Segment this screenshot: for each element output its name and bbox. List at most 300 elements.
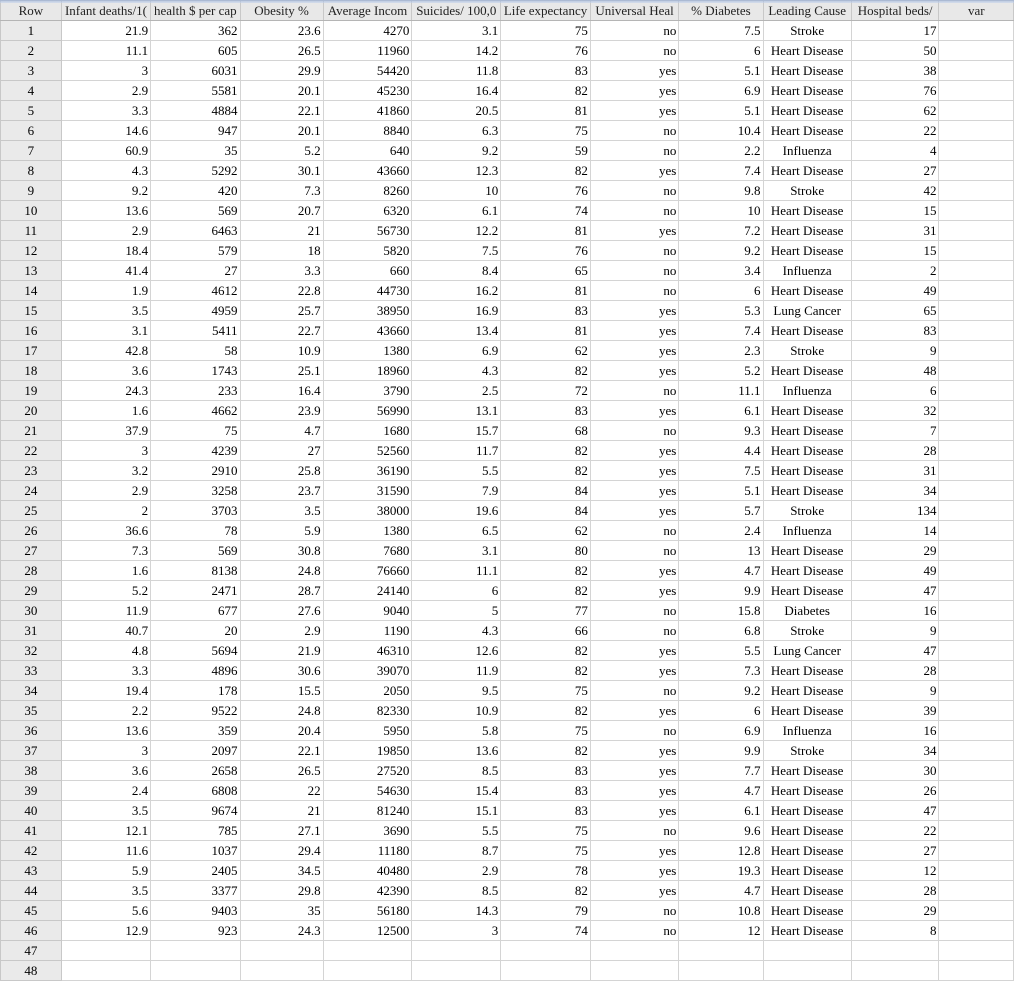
row-number[interactable]: 17 <box>1 341 62 361</box>
grid-cell[interactable] <box>939 761 1014 781</box>
grid-cell[interactable]: 7.4 <box>679 321 763 341</box>
grid-cell[interactable]: 58 <box>151 341 240 361</box>
grid-cell[interactable]: 27 <box>851 161 939 181</box>
grid-cell[interactable]: 4.7 <box>679 561 763 581</box>
grid-cell[interactable]: 56730 <box>323 221 412 241</box>
grid-cell[interactable] <box>412 941 501 961</box>
grid-cell[interactable]: 6.9 <box>679 721 763 741</box>
grid-cell[interactable]: 20.5 <box>412 101 501 121</box>
grid-cell[interactable] <box>240 941 323 961</box>
grid-cell[interactable]: no <box>590 41 678 61</box>
grid-cell[interactable]: 3 <box>61 741 150 761</box>
grid-cell[interactable]: 569 <box>151 201 240 221</box>
row-number[interactable]: 2 <box>1 41 62 61</box>
grid-cell[interactable]: 2097 <box>151 741 240 761</box>
grid-cell[interactable]: Lung Cancer <box>763 301 851 321</box>
grid-cell[interactable]: 19.4 <box>61 681 150 701</box>
grid-cell[interactable]: 80 <box>501 541 591 561</box>
grid-cell[interactable]: 9040 <box>323 601 412 621</box>
grid-cell[interactable]: Heart Disease <box>763 321 851 341</box>
grid-cell[interactable]: 30.1 <box>240 161 323 181</box>
grid-cell[interactable]: 9.2 <box>679 681 763 701</box>
grid-cell[interactable] <box>939 361 1014 381</box>
grid-cell[interactable]: 9.2 <box>679 241 763 261</box>
grid-cell[interactable] <box>323 941 412 961</box>
grid-cell[interactable]: 5950 <box>323 721 412 741</box>
grid-cell[interactable]: 21 <box>240 801 323 821</box>
grid-cell[interactable]: 4.8 <box>61 641 150 661</box>
grid-cell[interactable] <box>939 141 1014 161</box>
grid-cell[interactable]: 28 <box>851 881 939 901</box>
grid-cell[interactable]: Heart Disease <box>763 661 851 681</box>
grid-cell[interactable] <box>939 341 1014 361</box>
grid-cell[interactable]: 7680 <box>323 541 412 561</box>
grid-cell[interactable]: 83 <box>851 321 939 341</box>
grid-cell[interactable]: 82 <box>501 81 591 101</box>
grid-cell[interactable]: 9403 <box>151 901 240 921</box>
grid-cell[interactable]: 25.8 <box>240 461 323 481</box>
grid-cell[interactable]: 28 <box>851 661 939 681</box>
grid-cell[interactable]: 5292 <box>151 161 240 181</box>
grid-cell[interactable]: yes <box>590 641 678 661</box>
row-number[interactable]: 35 <box>1 701 62 721</box>
grid-cell[interactable]: 28.7 <box>240 581 323 601</box>
grid-cell[interactable]: 233 <box>151 381 240 401</box>
row-number[interactable]: 26 <box>1 521 62 541</box>
grid-cell[interactable]: 1190 <box>323 621 412 641</box>
row-number[interactable]: 1 <box>1 21 62 41</box>
grid-cell[interactable]: 42 <box>851 181 939 201</box>
grid-cell[interactable]: 3.2 <box>61 461 150 481</box>
grid-cell[interactable]: Heart Disease <box>763 901 851 921</box>
grid-cell[interactable]: 79 <box>501 901 591 921</box>
column-header[interactable]: Average Incom <box>323 1 412 21</box>
grid-cell[interactable]: 21.9 <box>240 641 323 661</box>
grid-cell[interactable]: 420 <box>151 181 240 201</box>
grid-cell[interactable]: 83 <box>501 781 591 801</box>
grid-cell[interactable]: 3690 <box>323 821 412 841</box>
grid-cell[interactable]: 9.6 <box>679 821 763 841</box>
grid-cell[interactable]: Heart Disease <box>763 581 851 601</box>
grid-cell[interactable] <box>939 621 1014 641</box>
grid-cell[interactable]: 30.8 <box>240 541 323 561</box>
column-header[interactable]: health $ per cap <box>151 1 240 21</box>
grid-cell[interactable]: Heart Disease <box>763 921 851 941</box>
grid-cell[interactable]: 1.6 <box>61 561 150 581</box>
grid-cell[interactable]: 20.1 <box>240 81 323 101</box>
grid-cell[interactable] <box>939 961 1014 981</box>
grid-cell[interactable]: yes <box>590 781 678 801</box>
grid-cell[interactable]: 605 <box>151 41 240 61</box>
grid-cell[interactable]: 34 <box>851 481 939 501</box>
grid-cell[interactable]: 22.8 <box>240 281 323 301</box>
grid-cell[interactable] <box>939 161 1014 181</box>
grid-cell[interactable] <box>939 561 1014 581</box>
grid-cell[interactable]: 4662 <box>151 401 240 421</box>
grid-cell[interactable]: 27520 <box>323 761 412 781</box>
grid-cell[interactable]: 22 <box>240 781 323 801</box>
grid-cell[interactable]: yes <box>590 881 678 901</box>
grid-cell[interactable]: 14.2 <box>412 41 501 61</box>
grid-cell[interactable]: 2471 <box>151 581 240 601</box>
grid-cell[interactable]: 45230 <box>323 81 412 101</box>
column-header[interactable]: Infant deaths/1( <box>61 1 150 21</box>
row-number[interactable]: 14 <box>1 281 62 301</box>
grid-cell[interactable]: 2.9 <box>61 481 150 501</box>
grid-cell[interactable]: 7.9 <box>412 481 501 501</box>
row-number[interactable]: 43 <box>1 861 62 881</box>
grid-cell[interactable]: 83 <box>501 61 591 81</box>
grid-cell[interactable] <box>61 961 150 981</box>
grid-cell[interactable]: 62 <box>851 101 939 121</box>
grid-cell[interactable]: 4 <box>851 141 939 161</box>
row-number[interactable]: 21 <box>1 421 62 441</box>
grid-cell[interactable]: 4270 <box>323 21 412 41</box>
row-number[interactable]: 6 <box>1 121 62 141</box>
grid-cell[interactable]: 8138 <box>151 561 240 581</box>
row-number[interactable]: 28 <box>1 561 62 581</box>
grid-cell[interactable]: 82 <box>501 361 591 381</box>
grid-cell[interactable]: 640 <box>323 141 412 161</box>
grid-cell[interactable]: Heart Disease <box>763 781 851 801</box>
grid-cell[interactable]: Heart Disease <box>763 101 851 121</box>
grid-cell[interactable]: 3.3 <box>61 661 150 681</box>
grid-cell[interactable]: 923 <box>151 921 240 941</box>
grid-cell[interactable]: 5.6 <box>61 901 150 921</box>
grid-cell[interactable]: 2050 <box>323 681 412 701</box>
grid-cell[interactable]: 31590 <box>323 481 412 501</box>
row-number[interactable]: 39 <box>1 781 62 801</box>
grid-cell[interactable]: Heart Disease <box>763 121 851 141</box>
grid-cell[interactable]: Heart Disease <box>763 801 851 821</box>
grid-cell[interactable]: 82 <box>501 661 591 681</box>
grid-cell[interactable]: 76 <box>501 41 591 61</box>
grid-cell[interactable] <box>939 821 1014 841</box>
grid-cell[interactable]: 32 <box>851 401 939 421</box>
grid-cell[interactable]: 11.8 <box>412 61 501 81</box>
grid-cell[interactable]: 47 <box>851 641 939 661</box>
grid-cell[interactable]: 54420 <box>323 61 412 81</box>
grid-cell[interactable]: 2.9 <box>412 861 501 881</box>
grid-cell[interactable]: yes <box>590 321 678 341</box>
column-header[interactable]: Hospital beds/ <box>851 1 939 21</box>
grid-cell[interactable]: Heart Disease <box>763 461 851 481</box>
grid-cell[interactable] <box>939 921 1014 941</box>
grid-cell[interactable]: Influenza <box>763 721 851 741</box>
grid-cell[interactable]: 18960 <box>323 361 412 381</box>
grid-cell[interactable]: 7.7 <box>679 761 763 781</box>
row-number[interactable]: 18 <box>1 361 62 381</box>
grid-cell[interactable]: 8840 <box>323 121 412 141</box>
grid-cell[interactable]: yes <box>590 221 678 241</box>
grid-cell[interactable]: 43660 <box>323 321 412 341</box>
grid-cell[interactable] <box>939 881 1014 901</box>
grid-cell[interactable]: 3.6 <box>61 361 150 381</box>
grid-cell[interactable]: 2.4 <box>679 521 763 541</box>
grid-cell[interactable] <box>939 281 1014 301</box>
grid-cell[interactable]: 81 <box>501 101 591 121</box>
grid-cell[interactable]: 42.8 <box>61 341 150 361</box>
grid-cell[interactable] <box>939 841 1014 861</box>
grid-cell[interactable]: 22.1 <box>240 101 323 121</box>
grid-cell[interactable]: yes <box>590 461 678 481</box>
grid-cell[interactable]: 660 <box>323 261 412 281</box>
grid-cell[interactable]: 9 <box>851 681 939 701</box>
grid-cell[interactable] <box>939 941 1014 961</box>
grid-cell[interactable]: 44730 <box>323 281 412 301</box>
grid-cell[interactable]: 2.4 <box>61 781 150 801</box>
row-number[interactable]: 16 <box>1 321 62 341</box>
column-header[interactable]: Leading Cause <box>763 1 851 21</box>
grid-cell[interactable]: 31 <box>851 221 939 241</box>
grid-cell[interactable]: yes <box>590 61 678 81</box>
grid-cell[interactable]: Influenza <box>763 381 851 401</box>
grid-cell[interactable] <box>679 961 763 981</box>
grid-cell[interactable]: 3703 <box>151 501 240 521</box>
grid-cell[interactable]: 4959 <box>151 301 240 321</box>
grid-cell[interactable]: Stroke <box>763 741 851 761</box>
grid-cell[interactable]: 5.3 <box>679 301 763 321</box>
grid-cell[interactable]: 37.9 <box>61 421 150 441</box>
grid-cell[interactable]: 29.9 <box>240 61 323 81</box>
grid-cell[interactable]: 17 <box>851 21 939 41</box>
grid-cell[interactable]: 5.1 <box>679 101 763 121</box>
grid-cell[interactable] <box>939 301 1014 321</box>
grid-cell[interactable]: 49 <box>851 561 939 581</box>
grid-cell[interactable]: Heart Disease <box>763 561 851 581</box>
grid-cell[interactable]: 6.5 <box>412 521 501 541</box>
grid-cell[interactable]: 134 <box>851 501 939 521</box>
column-header[interactable]: Obesity % <box>240 1 323 21</box>
grid-cell[interactable]: 15 <box>851 241 939 261</box>
grid-cell[interactable]: 14.6 <box>61 121 150 141</box>
grid-cell[interactable]: 39 <box>851 701 939 721</box>
grid-cell[interactable] <box>939 321 1014 341</box>
grid-cell[interactable]: 3 <box>61 61 150 81</box>
grid-cell[interactable]: 4896 <box>151 661 240 681</box>
grid-cell[interactable]: Influenza <box>763 261 851 281</box>
grid-cell[interactable]: 38950 <box>323 301 412 321</box>
row-number[interactable]: 24 <box>1 481 62 501</box>
grid-cell[interactable]: 83 <box>501 761 591 781</box>
grid-cell[interactable] <box>323 961 412 981</box>
grid-cell[interactable]: 5.5 <box>412 461 501 481</box>
grid-cell[interactable]: 34 <box>851 741 939 761</box>
grid-cell[interactable]: 5820 <box>323 241 412 261</box>
grid-cell[interactable]: 24140 <box>323 581 412 601</box>
grid-cell[interactable]: 1.9 <box>61 281 150 301</box>
grid-cell[interactable]: 4884 <box>151 101 240 121</box>
grid-cell[interactable] <box>939 201 1014 221</box>
grid-cell[interactable]: 3.5 <box>61 801 150 821</box>
grid-cell[interactable]: 20.4 <box>240 721 323 741</box>
grid-cell[interactable]: 947 <box>151 121 240 141</box>
grid-cell[interactable]: yes <box>590 701 678 721</box>
row-number[interactable]: 41 <box>1 821 62 841</box>
grid-cell[interactable] <box>851 941 939 961</box>
grid-cell[interactable]: 24.3 <box>61 381 150 401</box>
grid-cell[interactable]: 1680 <box>323 421 412 441</box>
grid-cell[interactable]: Heart Disease <box>763 481 851 501</box>
grid-cell[interactable]: Heart Disease <box>763 881 851 901</box>
grid-cell[interactable]: 30.6 <box>240 661 323 681</box>
grid-cell[interactable] <box>151 961 240 981</box>
grid-cell[interactable]: 22 <box>851 821 939 841</box>
grid-cell[interactable]: no <box>590 901 678 921</box>
grid-cell[interactable]: no <box>590 181 678 201</box>
grid-cell[interactable]: 5.9 <box>240 521 323 541</box>
column-header[interactable]: Universal Heal <box>590 1 678 21</box>
grid-cell[interactable]: 8.5 <box>412 761 501 781</box>
grid-cell[interactable] <box>851 961 939 981</box>
grid-cell[interactable]: 65 <box>851 301 939 321</box>
grid-cell[interactable]: 75 <box>501 841 591 861</box>
grid-cell[interactable]: 11.9 <box>412 661 501 681</box>
row-number[interactable]: 40 <box>1 801 62 821</box>
grid-cell[interactable] <box>939 661 1014 681</box>
grid-cell[interactable]: 2.9 <box>61 81 150 101</box>
grid-cell[interactable]: 65 <box>501 261 591 281</box>
grid-cell[interactable]: 59 <box>501 141 591 161</box>
grid-cell[interactable]: 1037 <box>151 841 240 861</box>
grid-cell[interactable]: 12.1 <box>61 821 150 841</box>
grid-cell[interactable]: 40.7 <box>61 621 150 641</box>
column-header[interactable]: Suicides/ 100,0 <box>412 1 501 21</box>
grid-cell[interactable]: 82 <box>501 581 591 601</box>
grid-cell[interactable]: 41.4 <box>61 261 150 281</box>
grid-cell[interactable]: 75 <box>501 681 591 701</box>
row-number[interactable]: 29 <box>1 581 62 601</box>
grid-cell[interactable]: 28 <box>851 441 939 461</box>
grid-cell[interactable] <box>501 941 591 961</box>
grid-cell[interactable]: no <box>590 241 678 261</box>
grid-cell[interactable]: 2.2 <box>61 701 150 721</box>
grid-cell[interactable]: 25.1 <box>240 361 323 381</box>
grid-cell[interactable]: 6.9 <box>412 341 501 361</box>
row-number[interactable]: 38 <box>1 761 62 781</box>
grid-cell[interactable]: 6.1 <box>679 801 763 821</box>
grid-cell[interactable]: 5.2 <box>679 361 763 381</box>
grid-cell[interactable]: 36.6 <box>61 521 150 541</box>
grid-cell[interactable]: 1743 <box>151 361 240 381</box>
grid-cell[interactable]: 74 <box>501 201 591 221</box>
grid-cell[interactable]: 26.5 <box>240 761 323 781</box>
grid-cell[interactable] <box>151 941 240 961</box>
grid-cell[interactable]: 5.8 <box>412 721 501 741</box>
grid-cell[interactable]: 29 <box>851 901 939 921</box>
grid-cell[interactable]: 3.1 <box>412 21 501 41</box>
grid-cell[interactable]: 19.6 <box>412 501 501 521</box>
grid-cell[interactable]: Influenza <box>763 141 851 161</box>
grid-cell[interactable]: 2910 <box>151 461 240 481</box>
row-header-corner[interactable]: Row <box>1 1 62 21</box>
grid-cell[interactable]: 12 <box>679 921 763 941</box>
grid-cell[interactable]: 42390 <box>323 881 412 901</box>
grid-cell[interactable] <box>939 741 1014 761</box>
grid-cell[interactable] <box>939 541 1014 561</box>
grid-cell[interactable]: 7.3 <box>679 661 763 681</box>
grid-cell[interactable]: yes <box>590 561 678 581</box>
grid-cell[interactable] <box>939 861 1014 881</box>
grid-cell[interactable] <box>590 961 678 981</box>
row-number[interactable]: 48 <box>1 961 62 981</box>
grid-cell[interactable] <box>939 441 1014 461</box>
grid-cell[interactable]: 21 <box>240 221 323 241</box>
grid-cell[interactable]: 12.9 <box>61 921 150 941</box>
grid-cell[interactable]: 7.3 <box>61 541 150 561</box>
grid-cell[interactable]: 24.8 <box>240 701 323 721</box>
grid-cell[interactable]: no <box>590 821 678 841</box>
grid-cell[interactable]: 6 <box>679 41 763 61</box>
grid-cell[interactable]: 62 <box>501 341 591 361</box>
grid-cell[interactable]: 41860 <box>323 101 412 121</box>
grid-cell[interactable]: 82 <box>501 701 591 721</box>
grid-cell[interactable]: Heart Disease <box>763 701 851 721</box>
grid-cell[interactable]: 2658 <box>151 761 240 781</box>
grid-cell[interactable]: 81240 <box>323 801 412 821</box>
grid-cell[interactable]: 23.9 <box>240 401 323 421</box>
grid-cell[interactable] <box>939 401 1014 421</box>
grid-cell[interactable]: Diabetes <box>763 601 851 621</box>
grid-cell[interactable]: yes <box>590 341 678 361</box>
grid-cell[interactable] <box>763 961 851 981</box>
row-number[interactable]: 8 <box>1 161 62 181</box>
row-number[interactable]: 33 <box>1 661 62 681</box>
grid-cell[interactable]: 84 <box>501 481 591 501</box>
row-number[interactable]: 15 <box>1 301 62 321</box>
grid-cell[interactable]: 6 <box>412 581 501 601</box>
grid-cell[interactable]: 26.5 <box>240 41 323 61</box>
grid-cell[interactable]: 36190 <box>323 461 412 481</box>
grid-cell[interactable]: 4.3 <box>61 161 150 181</box>
grid-cell[interactable]: Heart Disease <box>763 421 851 441</box>
grid-cell[interactable]: 11.9 <box>61 601 150 621</box>
grid-cell[interactable]: Influenza <box>763 521 851 541</box>
grid-cell[interactable]: 6 <box>851 381 939 401</box>
grid-cell[interactable]: 4.3 <box>412 621 501 641</box>
grid-cell[interactable]: 6 <box>679 281 763 301</box>
grid-cell[interactable]: Heart Disease <box>763 401 851 421</box>
grid-cell[interactable]: 76660 <box>323 561 412 581</box>
grid-cell[interactable]: 29.4 <box>240 841 323 861</box>
grid-cell[interactable]: Heart Disease <box>763 241 851 261</box>
grid-cell[interactable]: yes <box>590 801 678 821</box>
grid-cell[interactable]: 30 <box>851 761 939 781</box>
grid-cell[interactable]: 4239 <box>151 441 240 461</box>
grid-cell[interactable]: 2.9 <box>61 221 150 241</box>
grid-cell[interactable]: 12.3 <box>412 161 501 181</box>
grid-cell[interactable]: no <box>590 421 678 441</box>
grid-cell[interactable]: 5.7 <box>679 501 763 521</box>
grid-cell[interactable]: 35 <box>151 141 240 161</box>
grid-cell[interactable] <box>939 41 1014 61</box>
grid-cell[interactable]: 7.3 <box>240 181 323 201</box>
grid-cell[interactable]: 22 <box>851 121 939 141</box>
grid-cell[interactable]: 5 <box>412 601 501 621</box>
grid-cell[interactable]: 3 <box>61 441 150 461</box>
grid-cell[interactable]: 29.8 <box>240 881 323 901</box>
grid-cell[interactable]: 38 <box>851 61 939 81</box>
row-number[interactable]: 23 <box>1 461 62 481</box>
grid-cell[interactable]: 11180 <box>323 841 412 861</box>
grid-cell[interactable]: 19.3 <box>679 861 763 881</box>
grid-cell[interactable]: 38000 <box>323 501 412 521</box>
grid-cell[interactable] <box>939 721 1014 741</box>
grid-cell[interactable]: 4.7 <box>679 881 763 901</box>
grid-cell[interactable]: no <box>590 681 678 701</box>
grid-cell[interactable]: 72 <box>501 381 591 401</box>
grid-cell[interactable]: 20.7 <box>240 201 323 221</box>
